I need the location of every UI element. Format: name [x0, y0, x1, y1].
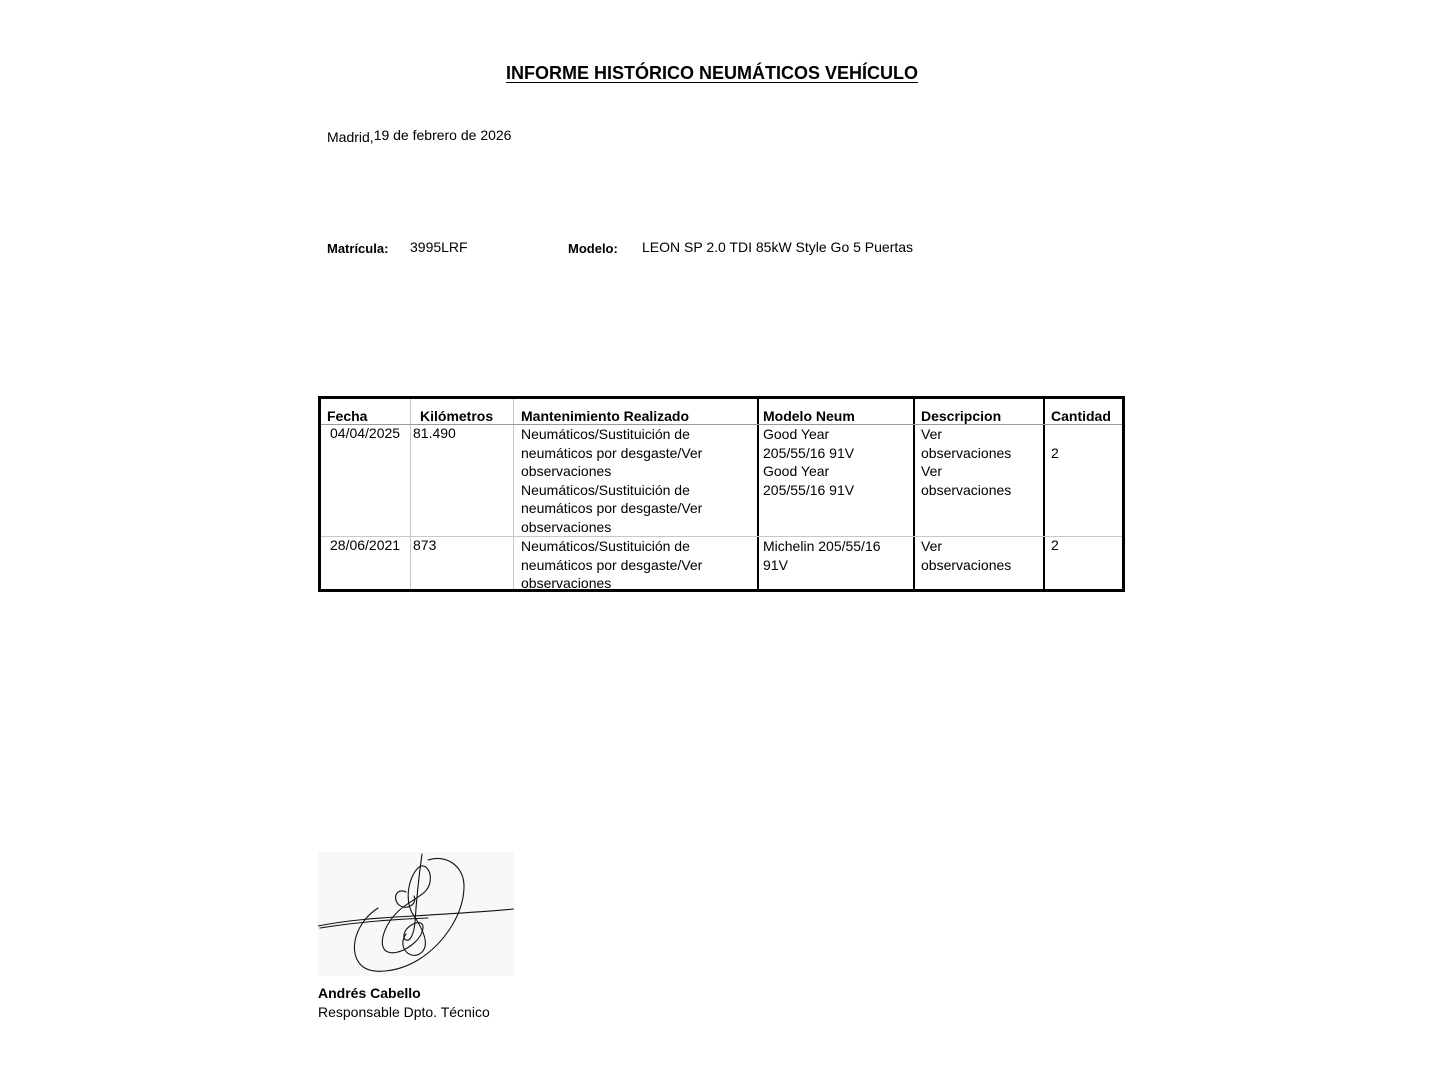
- row2-descripcion: Ver observaciones: [921, 538, 1012, 573]
- row2-km: 873: [413, 537, 437, 553]
- signer-role: Responsable Dpto. Técnico: [318, 1004, 490, 1020]
- report-date: 19 de febrero de 2026: [373, 127, 512, 143]
- row2-cantidad: 2: [1051, 537, 1059, 553]
- row1-mantenimiento: Neumáticos/Sustituición de neumáticos por desgaste/Ver observaciones Neumáticos/Sustituición de neumáticos por desgaste/Ver observaciones: [521, 426, 703, 535]
- plate-label: Matrícula:: [327, 241, 389, 256]
- header-cantidad: Cantidad: [1051, 408, 1111, 424]
- row1-km: 81.490: [413, 425, 456, 441]
- plate-value: 3995LRF: [410, 239, 468, 255]
- row1-modelo: Good Year 205/55/16 91V Good Year 205/55/16 91V: [763, 426, 855, 498]
- tire-history-table: [318, 396, 1125, 592]
- column-divider: [1043, 399, 1045, 589]
- column-divider: [913, 399, 915, 589]
- row1-fecha: 04/04/2025: [330, 425, 401, 441]
- model-label: Modelo:: [568, 241, 618, 256]
- report-title: INFORME HISTÓRICO NEUMÁTICOS VEHÍCULO: [505, 63, 918, 83]
- model-value: LEON SP 2.0 TDI 85kW Style Go 5 Puertas: [642, 239, 914, 255]
- header-kilometros: Kilómetros: [420, 408, 494, 424]
- report-date-line: [327, 127, 511, 143]
- report-city: Madrid,: [327, 129, 374, 145]
- header-mantenimiento: Mantenimiento Realizado: [521, 408, 690, 424]
- signer-name: Andrés Cabello: [318, 985, 421, 1001]
- row2-modelo: Michelin 205/55/16 91V: [763, 538, 881, 573]
- row1-cantidad: 2: [1051, 445, 1059, 461]
- row2-mantenimiento: Neumáticos/Sustituición de neumáticos por desgaste/Ver observaciones: [521, 538, 703, 592]
- row1-descripcion: Ver observaciones Ver observaciones: [921, 426, 1012, 498]
- row2-fecha: 28/06/2021: [330, 537, 401, 553]
- header-modelo-neum: Modelo Neum: [763, 408, 855, 424]
- header-descripcion: Descripcion: [921, 408, 1002, 424]
- handwritten-signature: [318, 852, 514, 976]
- column-divider: [757, 399, 759, 589]
- header-fecha: Fecha: [327, 408, 368, 424]
- column-divider: [513, 399, 514, 589]
- column-divider: [410, 399, 411, 589]
